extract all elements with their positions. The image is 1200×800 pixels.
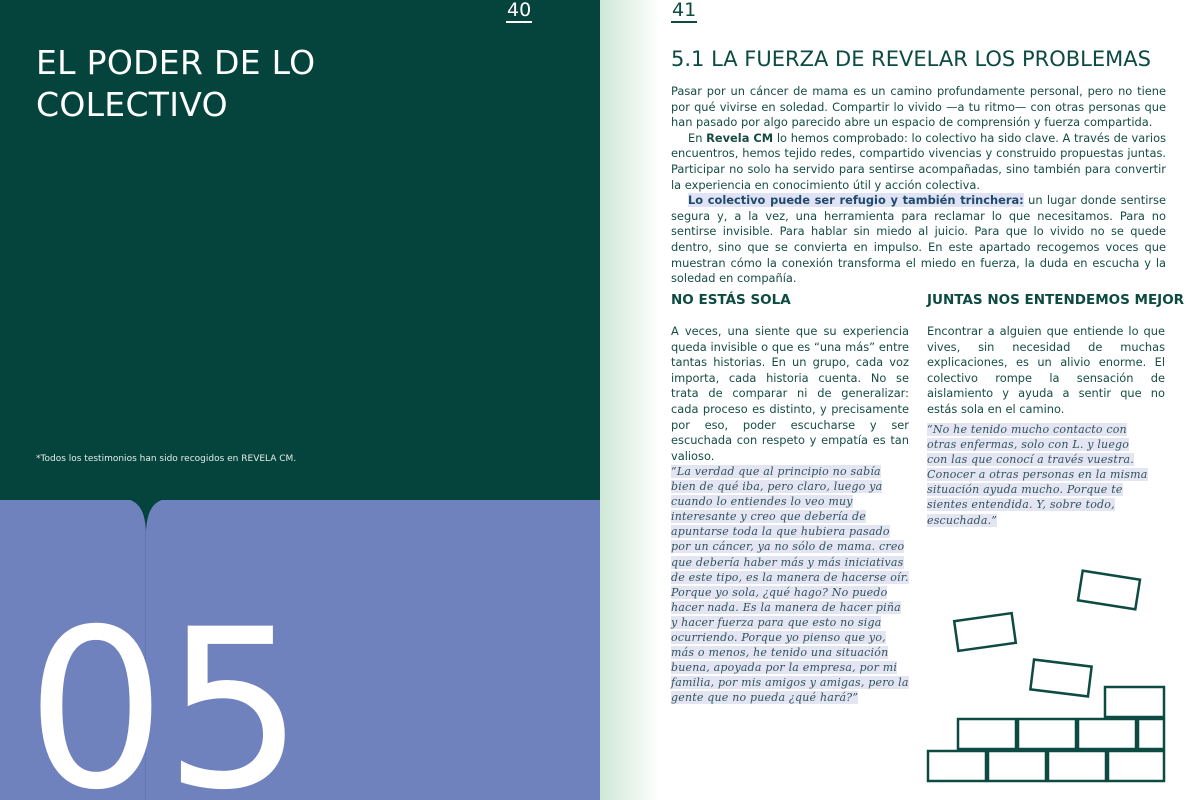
column-text-juntas bbox=[927, 324, 1165, 418]
testimonial-quote-2 bbox=[927, 422, 1153, 528]
brick bbox=[1078, 719, 1136, 749]
page-number-left: 40 bbox=[507, 0, 532, 21]
column-text-no-estas-sola bbox=[671, 324, 909, 464]
brick bbox=[1108, 751, 1164, 781]
gutter-shadow bbox=[600, 0, 660, 800]
quote-text: “No he tenido mucho contacto con otras enfermas, solo con L. y luego con las que conocí a través vuestra. Conocer a otras personas en la misma situación ayuda mucho. Porque te sientes entendida. Y, sobre todo, escuchada.” bbox=[927, 423, 1148, 527]
brick bbox=[928, 751, 986, 781]
intro-p2-body: lo hemos comprobado: lo colectivo ha sido clave. A través de varios encuentros, hemos tejido redes, compartido vivencias y construido propuestas juntas. Participar no solo ha servido para sentirse acompañadas, sino también para convertir la experiencia en conocimiento útil y acción colectiva. bbox=[671, 130, 1166, 192]
testimonials-footnote: *Todos los testimonios han sido recogidos en REVELA CM. bbox=[36, 454, 297, 464]
brick bbox=[1018, 719, 1076, 749]
chapter-title: EL PODER DE LO COLECTIVO bbox=[36, 43, 316, 124]
intro-p3-body: un lugar donde sentirse segura y, a la vez, una herramienta para reclamar lo que necesitamos. Para no sentirse invisible. Para hablar sin miedo al juicio. Para que lo vivido no se quede dentro, sino que se convierta en impulso. En este apartado recogemos voces que muestran cómo la conexión transforma el miedo en fuerza, la duda en escucha y la soledad en compañía. bbox=[671, 193, 1166, 286]
brick bbox=[988, 751, 1046, 781]
intro-paragraph-3 bbox=[671, 193, 1166, 287]
brick bbox=[1030, 660, 1091, 697]
quote-text: “La verdad que al principio no sabía bien de qué iba, pero claro, luego ya cuando lo entiendes lo veo muy interesante y creo que debería de apuntarse toda la que hubiera pasado por un cáncer, ya no sólo de mama. creo que debería haber más y más iniciativas de este tipo, es la manera de hacerse oír. Porque yo sola, ¿qué hago? No puedo hacer nada. Es la manera de hacer piña y hacer fuerza para que esto no siga ocurriendo. Porque yo pienso que yo, más o menos, he tenido una situación buena, apoyada por la empresa, por mi familia, por mis amigos y amigas, pero la gente que no pueda ¿qué hará?” bbox=[671, 465, 909, 705]
book-fold-notch bbox=[118, 498, 174, 532]
testimonial-quote-1 bbox=[671, 464, 909, 706]
chapter-number: 05 bbox=[26, 582, 302, 800]
column-paragraph: Encontrar a alguien que entiende lo que vives, sin necesidad de muchas explicaciones, es un alivio enorme. El colectivo rompe la sensación de aislamiento y ayuda a sentir que no estás sola en el camino. bbox=[927, 324, 1165, 416]
column-title-no-estas-sola: NO ESTÁS SOLA bbox=[671, 292, 791, 308]
brick bbox=[954, 613, 1016, 651]
intro-p2-prefix: En bbox=[688, 130, 707, 145]
intro-paragraph-1: Pasar por un cáncer de mama es un camino profundamente personal, pero no tiene por qué vivirse en soledad. Compartir lo vivido —a tu ritmo— con otras personas que han pasado por algo parecido abre un espacio de comprensión y fuerza compartida. bbox=[671, 84, 1166, 130]
intro-paragraph-2 bbox=[671, 131, 1166, 193]
column-paragraph: A veces, una siente que su experiencia queda invisible o que es “una más” entre tantas historias. En un grupo, cada voz importa, cada historia cuenta. No se trata de comparar ni de generalizar: cada proceso es distinto, y precisamente por eso, poder escucharse y ser escuchada con respeto y empatía es tan valioso. bbox=[671, 324, 909, 463]
brand-name: Revela CM bbox=[706, 130, 774, 145]
brick bbox=[1078, 571, 1140, 610]
page-number-right: 41 bbox=[672, 0, 697, 21]
brick bbox=[1138, 719, 1164, 749]
brick bbox=[1048, 751, 1106, 781]
intro-text bbox=[671, 84, 1166, 287]
right-page bbox=[600, 0, 1200, 800]
brick bbox=[958, 719, 1016, 749]
section-title: 5.1 LA FUERZA DE REVELAR LOS PROBLEMAS bbox=[671, 47, 1151, 71]
highlighted-statement: Lo colectivo puede ser refugio y también trinchera: bbox=[688, 193, 1024, 208]
brick-wall-illustration bbox=[920, 565, 1180, 795]
brick bbox=[1105, 687, 1164, 717]
column-title-juntas: JUNTAS NOS ENTENDEMOS MEJOR bbox=[927, 292, 1185, 308]
